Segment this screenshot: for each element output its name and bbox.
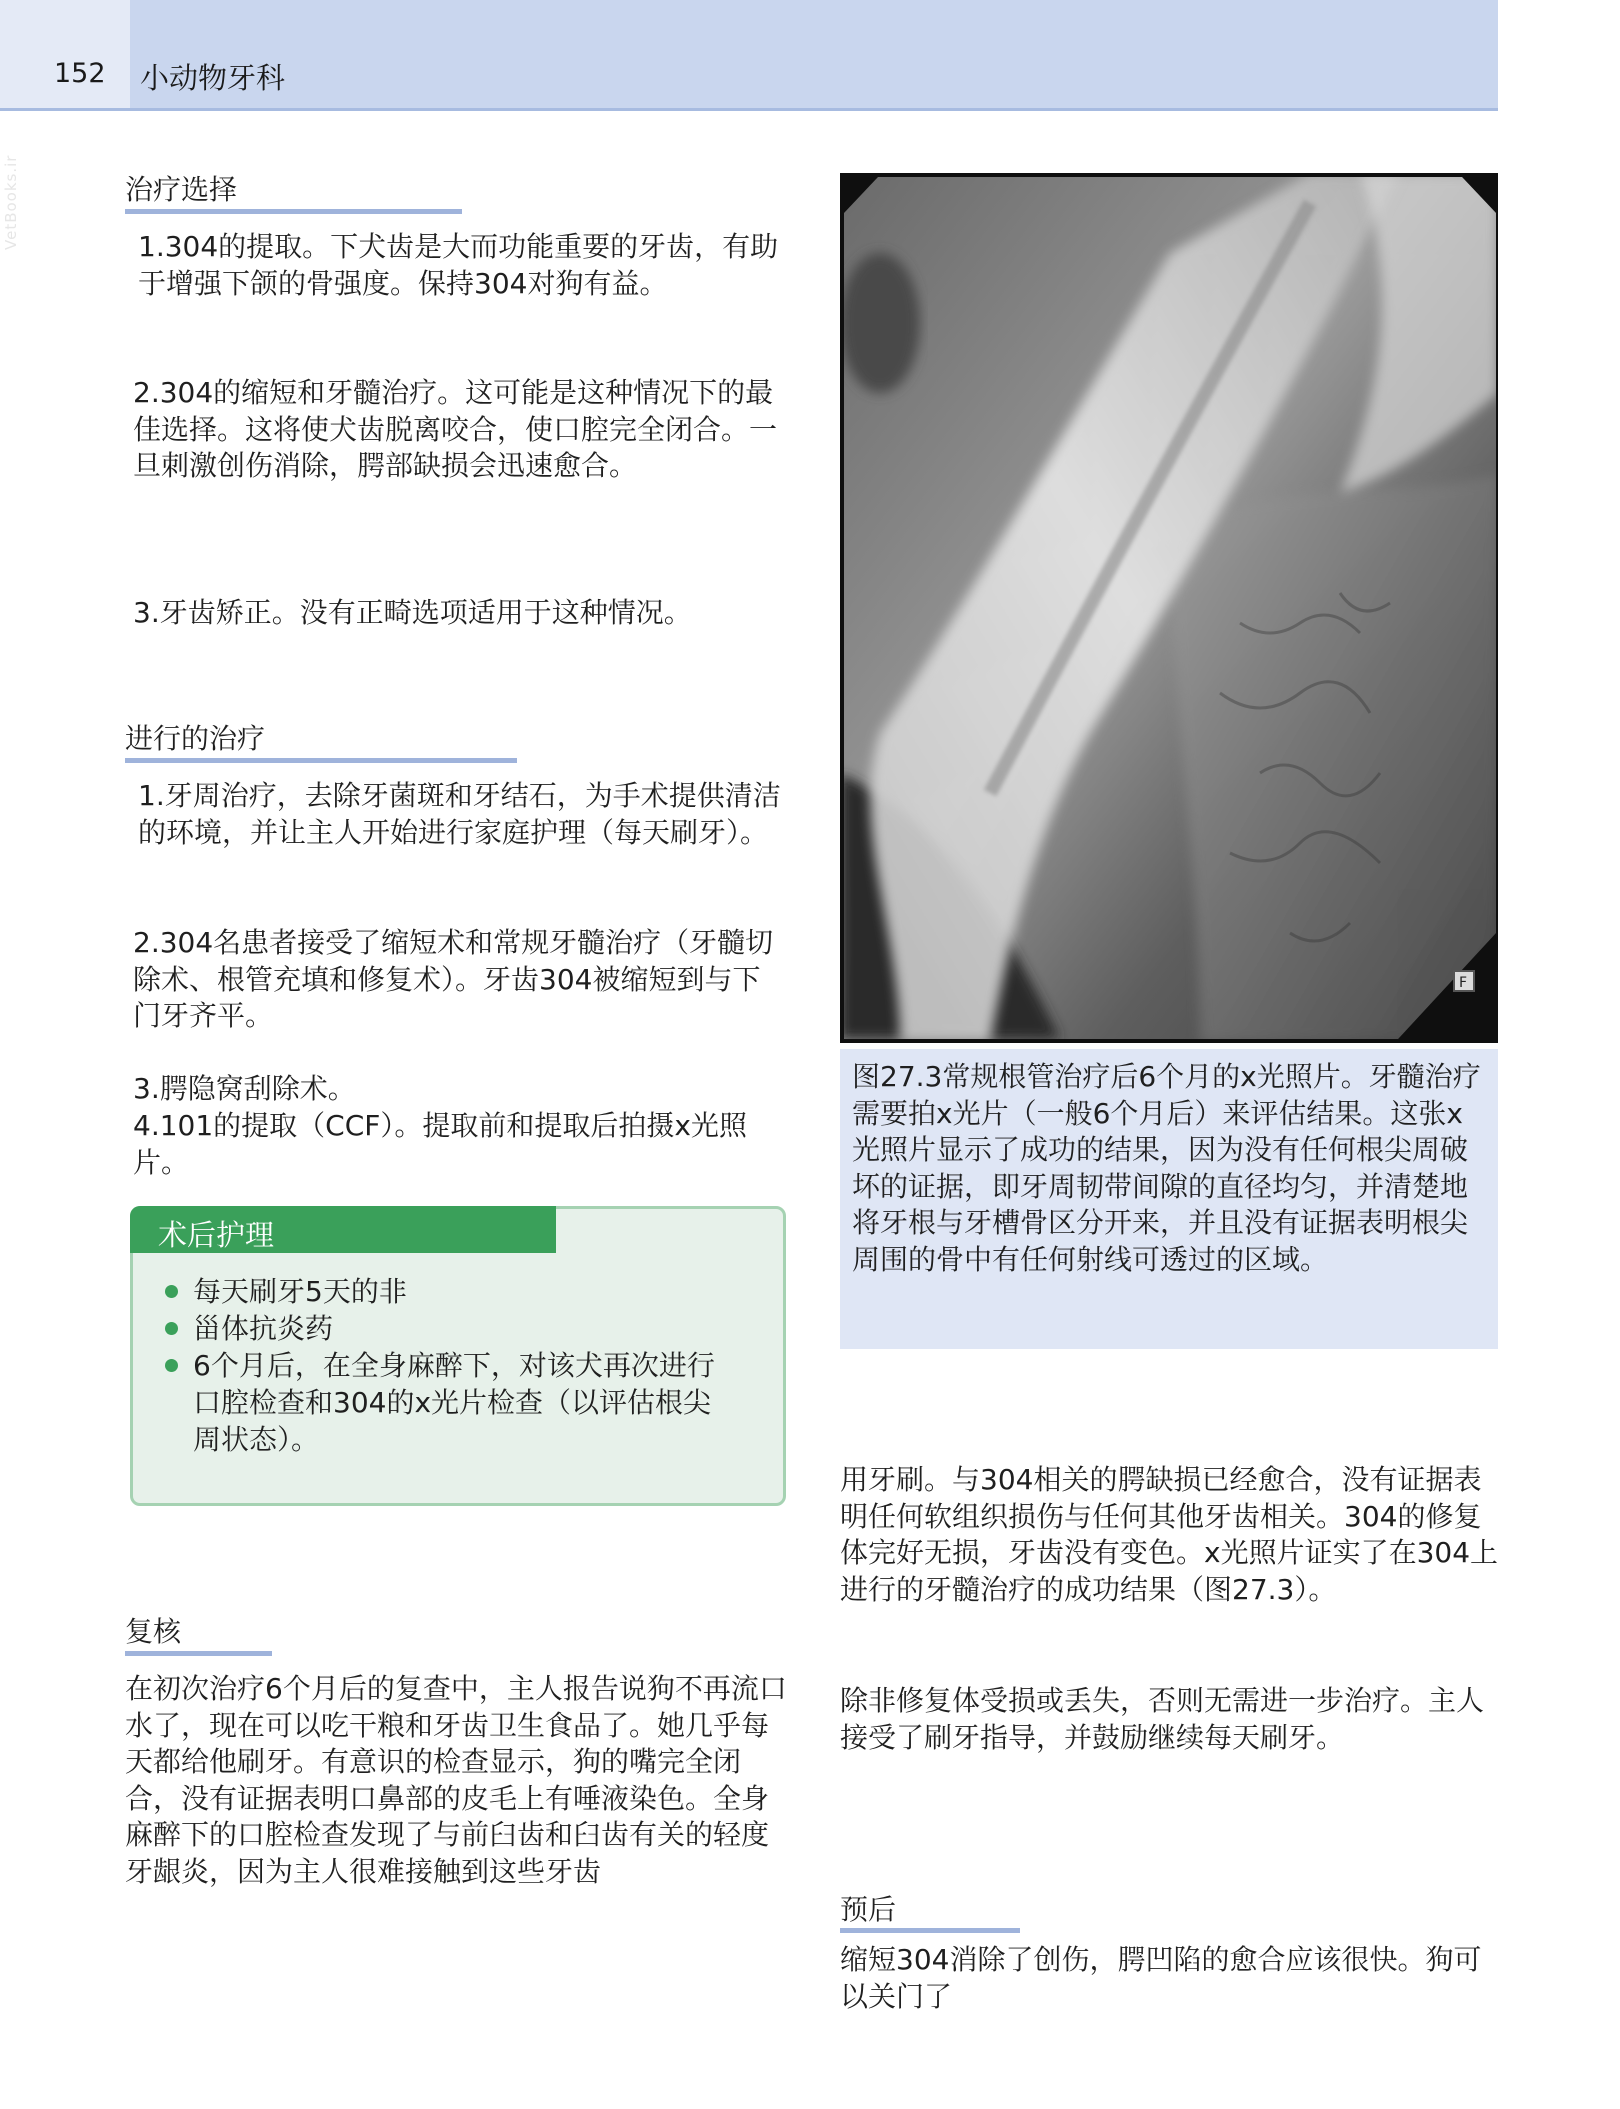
treatment-performed-rule [125, 758, 517, 763]
treatment-performed-2: 2.304名患者接受了缩短术和常规牙髓治疗（牙髓切除术、根管充填和修复术）。牙齿304被缩短到与下门牙齐平。 [133, 926, 774, 1032]
list-item: 每天刷牙5天的非 [163, 1273, 763, 1310]
xray-image [840, 173, 1498, 1043]
treatment-performed-4: 4.101的提取（CCF）。提取前和提取后拍摄x光照片。 [133, 1109, 747, 1179]
treatment-performed-heading: 进行的治疗 [125, 722, 266, 755]
treatment-performed-3: 3.腭隐窝刮除术。 [133, 1072, 356, 1105]
postop-care-title: 术后护理 [158, 1218, 275, 1252]
prognosis-heading: 预后 [840, 1893, 897, 1926]
followup-text: 除非修复体受损或丢失，否则无需进一步治疗。主人接受了刷牙指导，并鼓励继续每天刷牙。 [840, 1684, 1485, 1754]
page-number-box [0, 0, 130, 108]
xray-figure [840, 173, 1498, 1043]
book-title: 小动物牙科 [140, 61, 286, 95]
postop-care-list [163, 1273, 763, 1458]
page-number: 152 [54, 58, 106, 89]
treatment-option-3: 3.牙齿矫正。没有正畸选项适用于这种情况。 [133, 596, 692, 629]
review-continuation: 用牙刷。与304相关的腭缺损已经愈合，没有证据表明任何软组织损伤与任何其他牙齿相关。304的修复体完好无损，牙齿没有变色。x光照片证实了在304上进行的牙髓治疗的成功结果（图27.3）。 [840, 1463, 1499, 1606]
prognosis-text: 缩短304消除了创伤，腭凹陷的愈合应该很快。狗可以关门了 [840, 1943, 1482, 2013]
treatment-performed-1: 1.牙周治疗，去除牙菌斑和牙结石，为手术提供清洁的环境，并让主人开始进行家庭护理（每天刷牙）。 [138, 779, 781, 849]
bullet-dot-icon [165, 1359, 178, 1372]
prognosis-rule [840, 1928, 1020, 1933]
figure-caption-box [840, 1049, 1498, 1349]
review-text: 在初次治疗6个月后的复查中，主人报告说狗不再流口水了，现在可以吃干粮和牙齿卫生食品了。她几乎每天都给他刷牙。有意识的检查显示，狗的嘴完全闭合，没有证据表明口鼻部的皮毛上有唾液染色。全身麻醉下的口腔检查发现了与前臼齿和臼齿有关的轻度牙龈炎，因为主人很难接触到这些牙齿 [125, 1672, 787, 1888]
bullet-dot-icon [165, 1285, 178, 1298]
postop-care-box [130, 1206, 786, 1506]
bullet-dot-icon [165, 1322, 178, 1335]
treatment-options-rule [125, 209, 462, 214]
watermark: VetBooks.ir [2, 154, 20, 250]
figure-caption: 图27.3常规根管治疗后6个月的x光照片。牙髓治疗需要拍x光片（一般6个月后）来评估结果。这张x光照片显示了成功的结果，因为没有任何根尖周破坏的证据，即牙周韧带间隙的直径均匀，并清楚地将牙根与牙槽骨区分开来，并且没有证据表明根尖周围的骨中有任何射线可透过的区域。 [852, 1060, 1481, 1276]
list-item: 6个月后，在全身麻醉下，对该犬再次进行口腔检查和304的x光片检查（以评估根尖周状态）。 [163, 1347, 763, 1458]
postop-care-tab [130, 1206, 556, 1253]
review-heading: 复核 [125, 1615, 182, 1648]
figure-marker: F [1459, 975, 1468, 991]
treatment-option-1: 1.304的提取。下犬齿是大而功能重要的牙齿，有助于增强下颌的骨强度。保持304对狗有益。 [138, 230, 779, 300]
treatment-options-heading: 治疗选择 [125, 173, 238, 206]
treatment-option-2: 2.304的缩短和牙髓治疗。这可能是这种情况下的最佳选择。这将使犬齿脱离咬合，使口腔完全闭合。一旦刺激创伤消除，腭部缺损会迅速愈合。 [133, 376, 778, 482]
list-item: 甾体抗炎药 [163, 1310, 763, 1347]
review-rule [125, 1651, 272, 1656]
